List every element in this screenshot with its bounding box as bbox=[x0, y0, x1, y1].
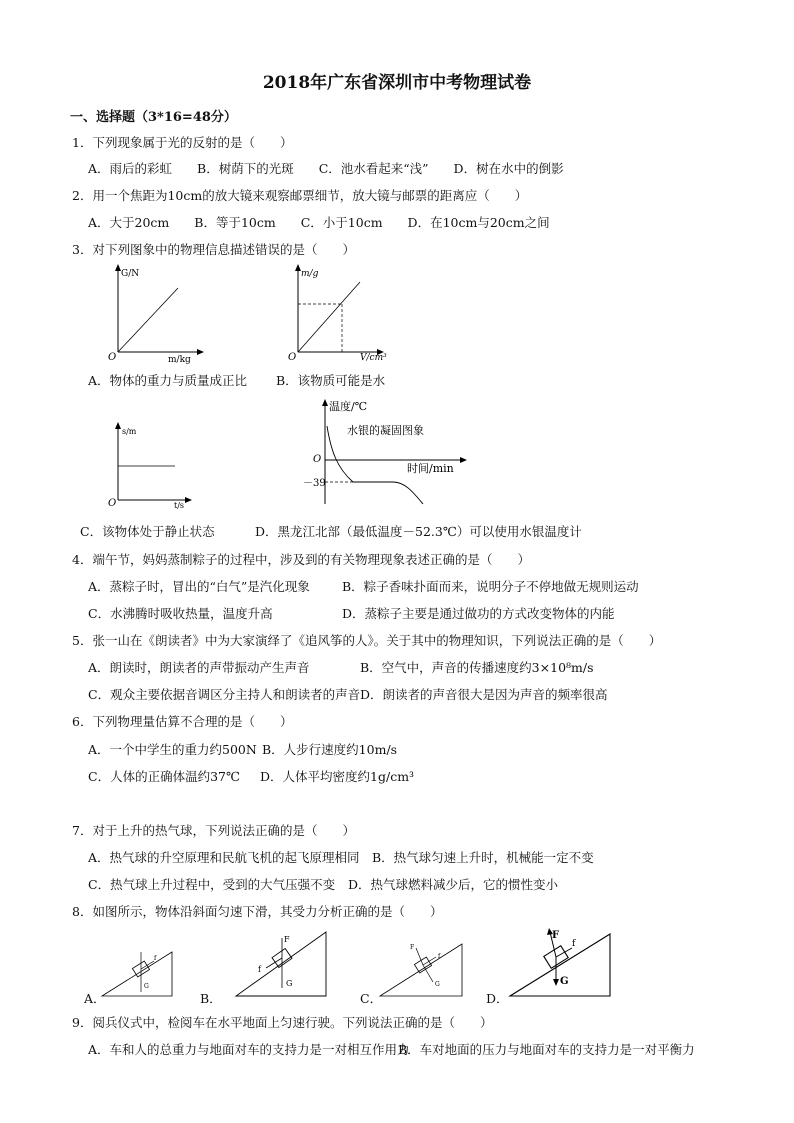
graph-mass-volume bbox=[280, 262, 390, 362]
question-5-option-c: C．观众主要依据音调区分主持人和朗读者的声音 bbox=[88, 687, 361, 702]
force-label-b-f: f bbox=[258, 965, 261, 974]
question-4-option-b: B．粽子香味扑面而来，说明分子不停地做无规则运动 bbox=[342, 579, 639, 594]
question-3-option-a: A．物体的重力与质量成正比 bbox=[88, 373, 248, 388]
force-label-d-g: G bbox=[560, 976, 569, 987]
question-1-options: A．雨后的彩虹 B．树荫下的光斑 C．池水看起来“浅” D．树在水中的倒影 bbox=[88, 161, 564, 176]
question-8-label-b: B． bbox=[200, 991, 222, 1006]
question-3-stem: 3．对下列图象中的物理信息描述错误的是（ ） bbox=[72, 242, 355, 257]
question-3-option-d: D．黑龙江北部（最低温度－52.3℃）可以使用水银温度计 bbox=[255, 524, 582, 539]
question-3-option-c: C．该物体处于静止状态 bbox=[80, 524, 215, 539]
page-title: 2018年广东省深圳市中考物理试卷 bbox=[262, 73, 532, 93]
question-7-option-d: D．热气球燃料减少后，它的惯性变小 bbox=[348, 877, 559, 892]
question-4-stem: 4．端午节，妈妈蒸制粽子的过程中，涉及到的有关物理现象表述正确的是（ ） bbox=[72, 552, 530, 567]
question-6-option-d: D．人体平均密度约1g/cm³ bbox=[260, 769, 415, 784]
force-label-a-f: f bbox=[154, 955, 157, 962]
graph-d-caption: 水银的凝固图象 bbox=[347, 424, 424, 437]
graph-b-origin: O bbox=[288, 352, 297, 363]
graph-d-tick: －39 bbox=[303, 478, 326, 489]
graph-b-ylabel: m/g bbox=[301, 269, 319, 279]
question-7-option-c: C．热气球上升过程中，受到的大气压强不变 bbox=[88, 877, 336, 892]
section-heading: 一、选择题（3*16=48分） bbox=[70, 110, 237, 125]
question-9-stem: 9．阅兵仪式中，检阅车在水平地面上匀速行驶。下列说法正确的是（ ） bbox=[72, 1015, 493, 1030]
question-4-option-c: C．水沸腾时吸收热量，温度升高 bbox=[88, 606, 273, 621]
force-label-c-g: G bbox=[435, 981, 440, 988]
question-2-options: A．大于20cm B．等于10cm C．小于10cm D．在10cm与20cm之间 bbox=[88, 215, 550, 230]
question-6-option-a: A．一个中学生的重力约500N bbox=[88, 742, 257, 757]
incline-diagram-c bbox=[378, 940, 468, 1000]
force-label-b-g: G bbox=[286, 979, 293, 988]
question-8-label-a: A． bbox=[84, 991, 106, 1006]
graph-c-ylabel: s/m bbox=[122, 427, 137, 436]
graph-d-origin: O bbox=[313, 454, 322, 465]
question-6-stem: 6．下列物理量估算不合理的是（ ） bbox=[72, 714, 293, 729]
force-label-d-n: F bbox=[552, 930, 560, 941]
question-5-stem: 5．张一山在《朗读者》中为大家演绎了《追风筝的人》。关于其中的物理知识，下列说法正确的是（ ） bbox=[72, 633, 662, 648]
question-9-option-b: B．车对地面的压力与地面对车的支持力是一对平衡力 bbox=[398, 1042, 695, 1057]
question-5-option-d: D．朗读者的声音很大是因为声音的频率很高 bbox=[360, 687, 608, 702]
force-label-c-n: F bbox=[410, 944, 415, 951]
question-7-stem: 7．对于上升的热气球，下列说法正确的是（ ） bbox=[72, 823, 355, 838]
question-8-label-d: D． bbox=[486, 991, 509, 1006]
question-3-option-b: B．该物质可能是水 bbox=[276, 373, 386, 388]
question-4-option-a: A．蒸粽子时，冒出的“白气”是汽化现象 bbox=[88, 579, 310, 594]
force-label-b-n: F bbox=[284, 935, 290, 944]
incline-diagram-a bbox=[100, 948, 180, 1000]
question-7-option-a: A．热气球的升空原理和民航飞机的起飞原理相同 bbox=[88, 850, 360, 865]
force-label-a-g: G bbox=[144, 983, 149, 990]
question-2-stem: 2．用一个焦距为10cm的放大镜来观察邮票细节，放大镜与邮票的距离应（ ） bbox=[72, 188, 528, 203]
graph-a-ylabel: G/N bbox=[121, 269, 140, 279]
question-5-option-a: A．朗读时，朗读者的声带振动产生声音 bbox=[88, 660, 310, 675]
question-1-stem: 1．下列现象属于光的反射的是（ ） bbox=[72, 135, 293, 150]
graph-d-ylabel: 温度/℃ bbox=[329, 400, 368, 413]
question-5-option-b: B．空气中，声音的传播速度约3×10⁸m/s bbox=[360, 660, 594, 675]
graph-a-xlabel: m/kg bbox=[168, 355, 191, 365]
question-6-option-c: C．人体的正确体温约37℃ bbox=[88, 769, 240, 784]
question-8-label-c: C． bbox=[360, 991, 383, 1006]
question-4-option-d: D．蒸粽子主要是通过做功的方式改变物体的内能 bbox=[342, 606, 615, 621]
graph-mercury-solidification bbox=[305, 396, 475, 511]
graph-b-xlabel: V/cm³ bbox=[360, 353, 387, 363]
graph-distance-time bbox=[100, 420, 210, 510]
question-8-stem: 8．如图所示，物体沿斜面匀速下滑，其受力分析正确的是（ ） bbox=[72, 904, 443, 919]
question-9-option-a: A．车和人的总重力与地面对车的支持力是一对相互作用力 bbox=[88, 1042, 410, 1057]
graph-weight-mass bbox=[100, 262, 210, 365]
graph-d-xlabel: 时间/min bbox=[407, 462, 454, 475]
graph-c-origin: O bbox=[108, 498, 117, 509]
incline-diagram-d bbox=[506, 924, 616, 1000]
force-label-c-f: f bbox=[438, 953, 441, 960]
question-7-option-b: B．热气球匀速上升时，机械能一定不变 bbox=[372, 850, 594, 865]
question-6-option-b: B．人步行速度约10m/s bbox=[262, 742, 398, 757]
graph-a-origin: O bbox=[108, 352, 117, 363]
incline-diagram-b bbox=[232, 928, 332, 1000]
force-label-d-f: f bbox=[572, 939, 576, 949]
graph-c-xlabel: t/s bbox=[174, 501, 185, 510]
